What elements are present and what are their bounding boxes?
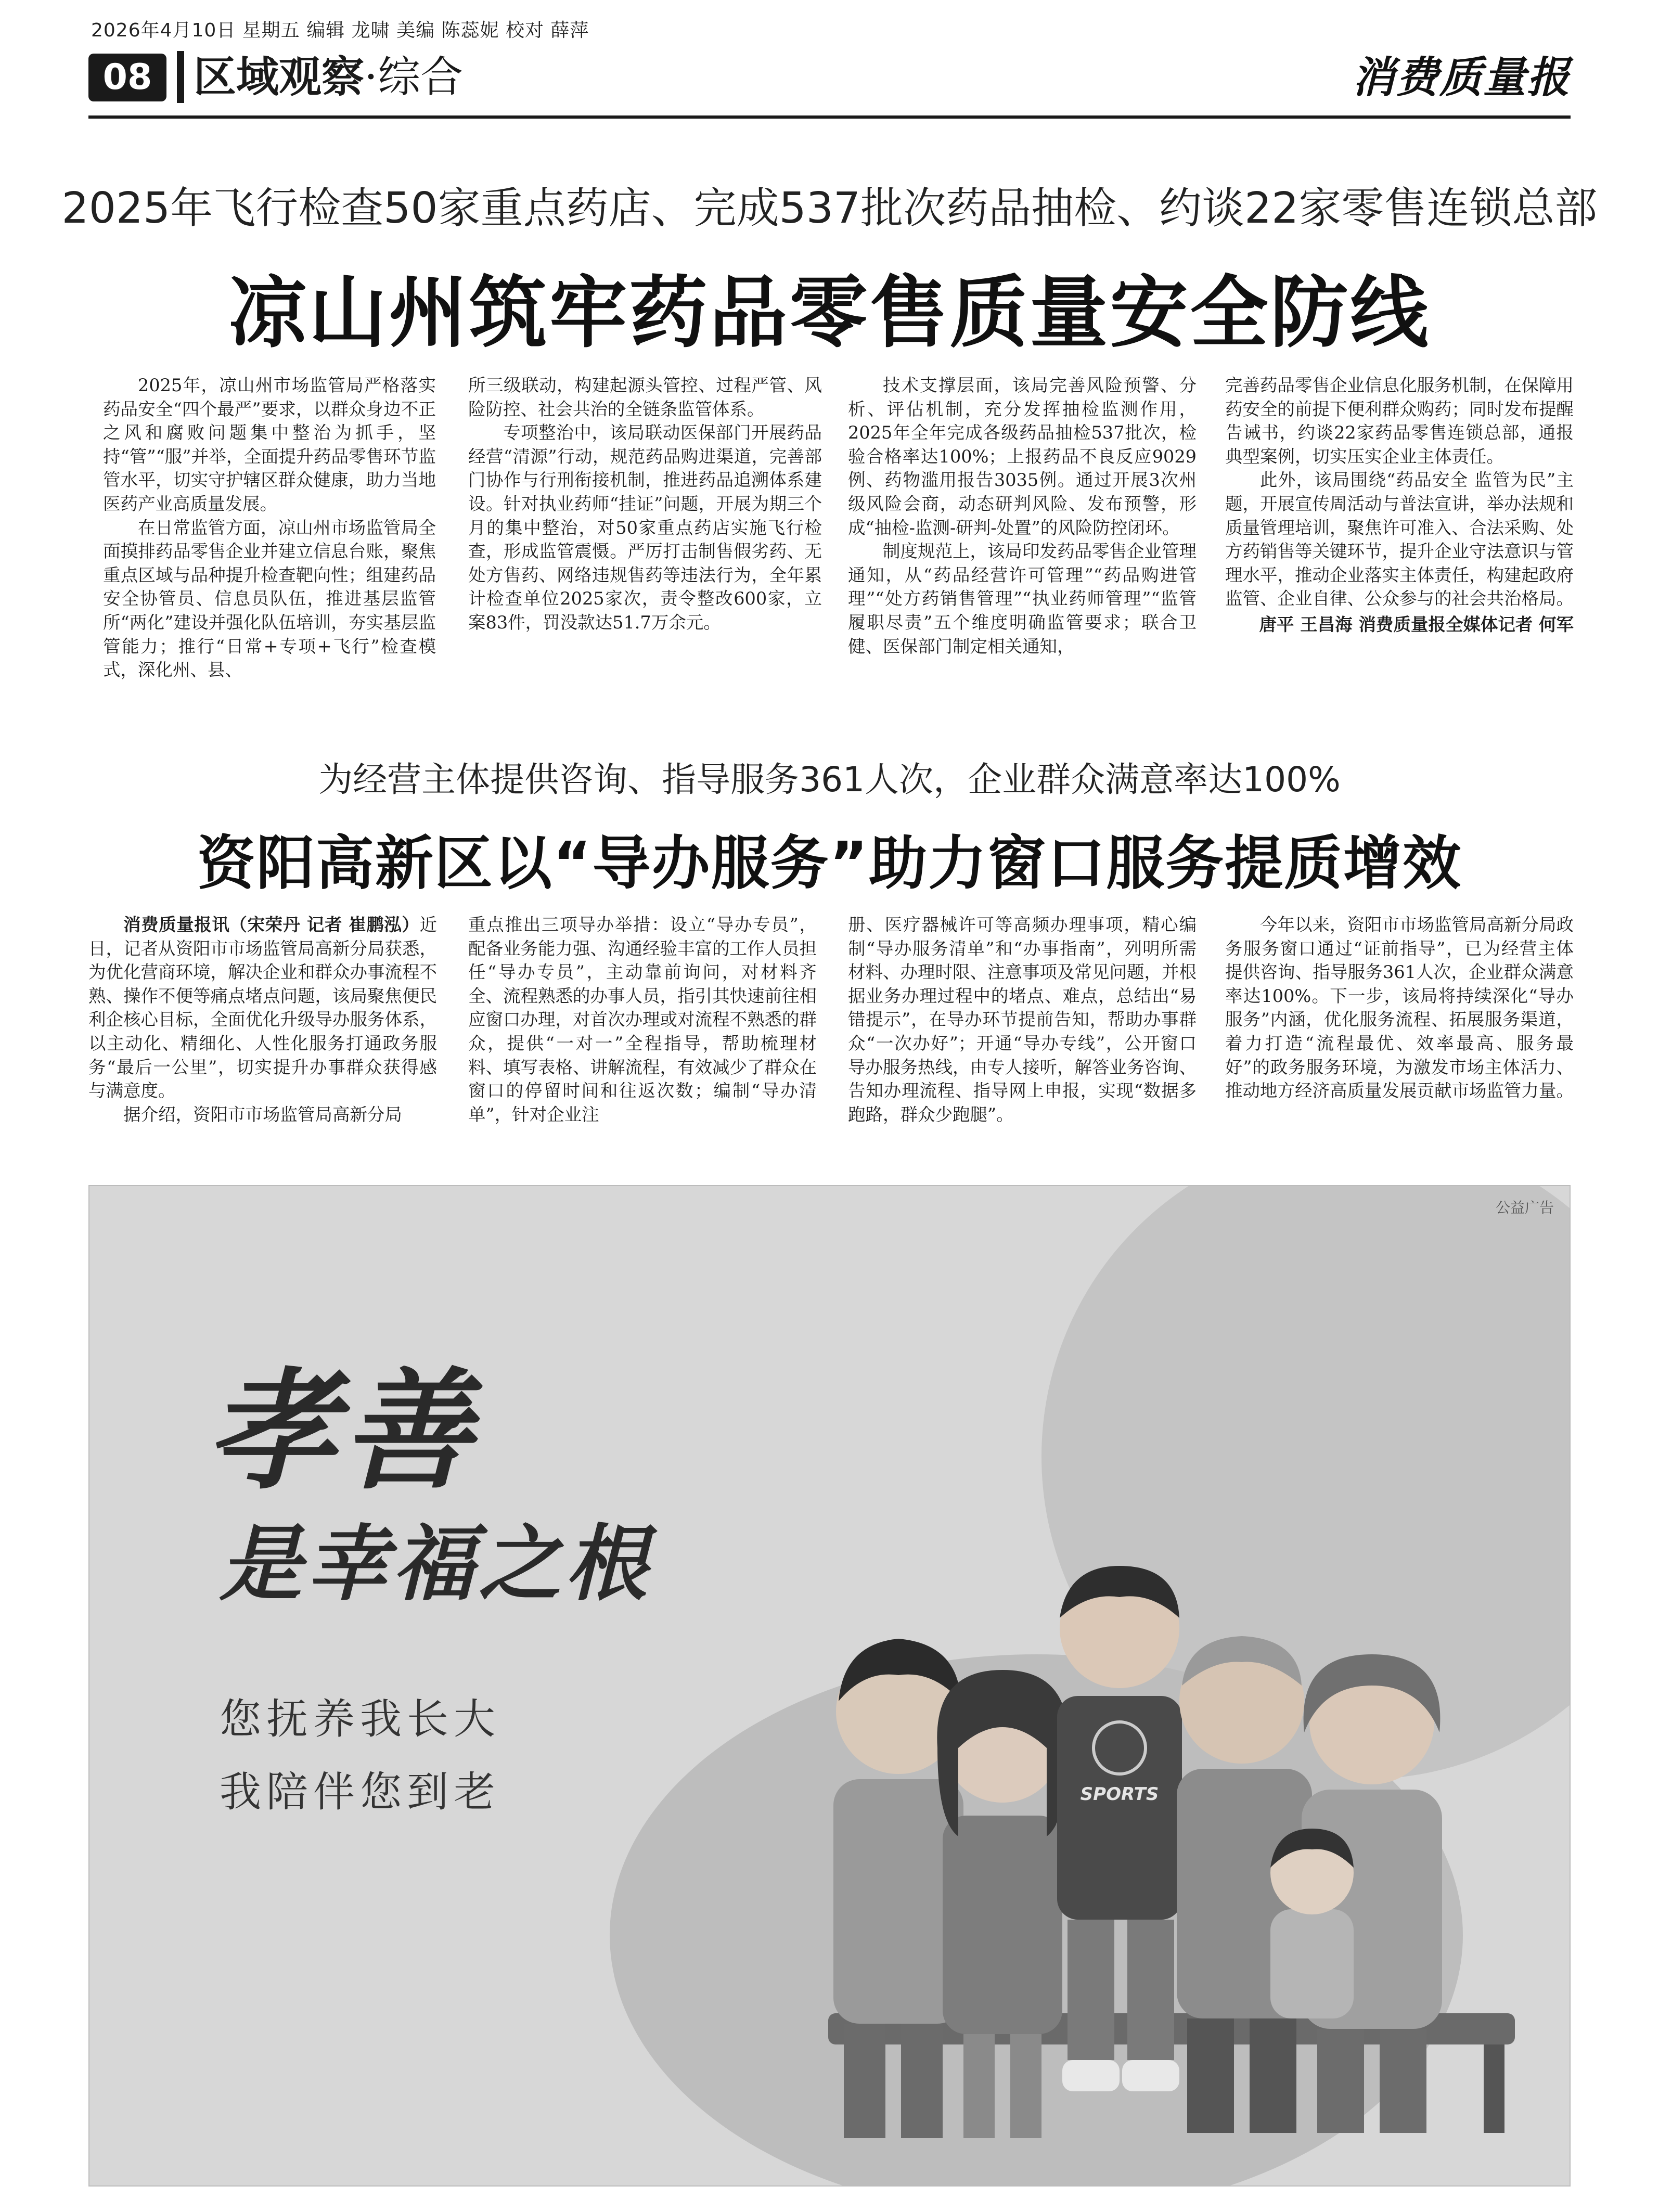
masthead: 消费质量报 <box>1352 53 1571 102</box>
article1-column-4 <box>1225 374 1574 637</box>
section-name: 区域观察 <box>194 52 365 102</box>
page-number: 08 <box>88 54 166 101</box>
header-rule <box>88 115 1571 119</box>
paragraph: 册、医疗器械许可等高频办理事项，精心编制“导办服务清单”和“办事指南”，列明所需材料、办理时限、注意事项及常见问题，并根据业务办理过程中的堵点、难点，总结出“易错提示”，在导办环节提前告知，帮助办事群众“一次办好”；开通“导办专线”，公开窗口导办服务热线，由专人接听，解答业务咨询、告知办理流程、指导网上申报，实现“数据多跑路，群众少跑腿”。 <box>848 915 1197 1125</box>
bench-leg <box>1484 2044 1504 2133</box>
ad-slogan-line-2: 我陪伴您到老 <box>220 1768 500 1816</box>
paragraph: 重点推出三项导办举措：设立“导办专员”，配备业务能力强、沟通经验丰富的工作人员担任“导办专员”，主动靠前询问，对材料齐全、流程熟悉的办事人员，指引其快速前往相应窗口办理，对首次办理或对流程不熟悉的群众，提供“一对一”全程指导，帮助梳理材料、填写表格、讲解流程，有效减少了群众在窗口的停留时间和往返次数；编制“导办清单”，针对企业注 <box>468 915 817 1125</box>
paragraph <box>88 913 437 1103</box>
paragraph: 此外，该局围绕“药品安全 监管为民”主题，开展宣传周活动与普法宣讲，举办法规和质量管理培训，聚焦许可准入、合法采购、处方药销售等关键环节，提升企业守法意识与管理水平，推动企业落实主体责任，构建起政府监管、企业自律、公众参与的社会共治格局。 <box>1225 470 1574 609</box>
article2-subheadline: 为经营主体提供咨询、指导服务361人次，企业群众满意率达100% <box>318 760 1341 800</box>
paragraph: 技术支撑层面，该局完善风险预警、分析、评估机制，充分发挥抽检监测作用，2025年全年完成各级药品抽检537批次，检验合格率达100%；上报药品不良反应9029例、药物滥用报告3035例。通过开展3次州级风险会商，动态研判风险、发布预警，形成“抽检-监测-研判-处置”的风险防控闭环。 <box>848 375 1197 538</box>
paragraph: 2025年，凉山州市场监管局严格落实药品安全“四个最严”要求，以群众身边不正之风和腐败问题集中整治为抓手，坚持“管”“服”并举，全面提升药品零售环节监管水平，切实守护辖区群众健康，助力当地医药产业高质量发展。 <box>103 375 436 514</box>
article1-headline: 凉山州筑牢药品零售质量安全防线 <box>228 268 1431 358</box>
article1-byline: 唐平 王昌海 消费质量报全媒体记者 何军 <box>1259 614 1574 635</box>
article2-column-1 <box>88 913 437 1126</box>
paragraph-lead: 近日，记者从资阳市市场监管局高新分局获悉，为优化营商环境，解决企业和群众办事流程不熟、操作不便等痛点堵点问题，该局聚焦便民利企核心目标，全面优化升级导办服务体系，以主动化、精细化、人性化服务打通政务服务“最后一公里”，切实提升办事群众获得感与满意度。 <box>88 915 437 1101</box>
section-divider <box>177 51 184 103</box>
article1-column-1 <box>103 374 436 682</box>
paragraph: 今年以来，资阳市市场监管局高新分局政务服务窗口通过“证前指导”，已为经营主体提供咨询、指导服务361人次，企业群众满意率达100%。下一步，该局将持续深化“导办服务”内涵，优化服务流程、拓展服务渠道，着力打造“流程最优、效率最高、服务最好”的政务服务环境，为激发市场主体活力、推动地方经济高质量发展贡献市场监管力量。 <box>1225 915 1574 1101</box>
article2-column-4 <box>1225 913 1574 1103</box>
article1-column-3 <box>848 374 1197 658</box>
paragraph: 完善药品零售企业信息化服务机制，在保障用药安全的前提下便利群众购药；同时发布提醒告诫书，约谈22家药品零售连锁总部，通报典型案例，切实压实企业主体责任。 <box>1225 375 1574 467</box>
paragraph: 在日常监管方面，凉山州市场监管局全面摸排药品零售企业并建立信息台账，聚焦重点区域与品种提升检查靶向性；组建药品安全协管员、信息员队伍，推进基层监管所“两化”建设并强化队伍培训，夯实基层监管能力；推行“日常+专项+飞行”检查模式，深化州、县、 <box>103 517 436 680</box>
article1-column-2 <box>468 374 822 635</box>
ad-label: 公益广告 <box>1495 1199 1554 1216</box>
ad-title-sub: 是幸福之根 <box>220 1516 651 1612</box>
article2-headline: 资阳高新区以“导办服务”助力窗口服务提质增效 <box>197 830 1462 897</box>
paragraph: 专项整治中，该局联动医保部门开展药品经营“清源”行动，规范药品购进渠道，完善部门协作与行刑衔接机制，推进药品追溯体系建设。针对执业药师“挂证”问题，开展为期三个月的集中整治，对50家重点药店实施飞行检查，形成监管震慑。严厉打击制售假劣药、无处方售药、网络违规售药等违法行为，全年累计检查单位2025家次，责令整改600家，立案83件，罚没款达51.7万余元。 <box>468 422 822 633</box>
paragraph: 制度规范上，该局印发药品零售企业管理通知，从“药品经营许可管理”“药品购进管理”“处方药销售管理”“执业药师管理”“监管履职尽责”五个维度明确监管要求；联合卫健、医保部门制定相关通知， <box>848 541 1197 657</box>
ad-title-main: 孝善 <box>207 1354 477 1507</box>
article2-dateline: 消费质量报讯（宋荣丹 记者 崔鹏泓） <box>123 915 420 935</box>
public-service-ad <box>88 1185 1571 2187</box>
dateline: 2026年4月10日 星期五 编辑 龙啸 美编 陈蕊妮 校对 薛萍 <box>91 20 589 41</box>
paragraph: 据介绍，资阳市市场监管局高新分局 <box>123 1104 402 1125</box>
ad-slogan-line-1: 您抚养我长大 <box>220 1695 500 1743</box>
article1-subheadline: 2025年飞行检查50家重点药店、完成537批次药品抽检、约谈22家零售连锁总部 <box>61 184 1598 233</box>
article2-column-2 <box>468 913 817 1126</box>
section-sub: ·综合 <box>364 53 464 102</box>
article2-column-3 <box>848 913 1197 1126</box>
toddler-figure <box>1270 1829 1354 2018</box>
shirt-text: SPORTS <box>1080 1784 1159 1805</box>
section-title <box>194 51 463 104</box>
paragraph: 所三级联动，构建起源头管控、过程严管、风险防控、社会共治的全链条监管体系。 <box>468 375 822 419</box>
